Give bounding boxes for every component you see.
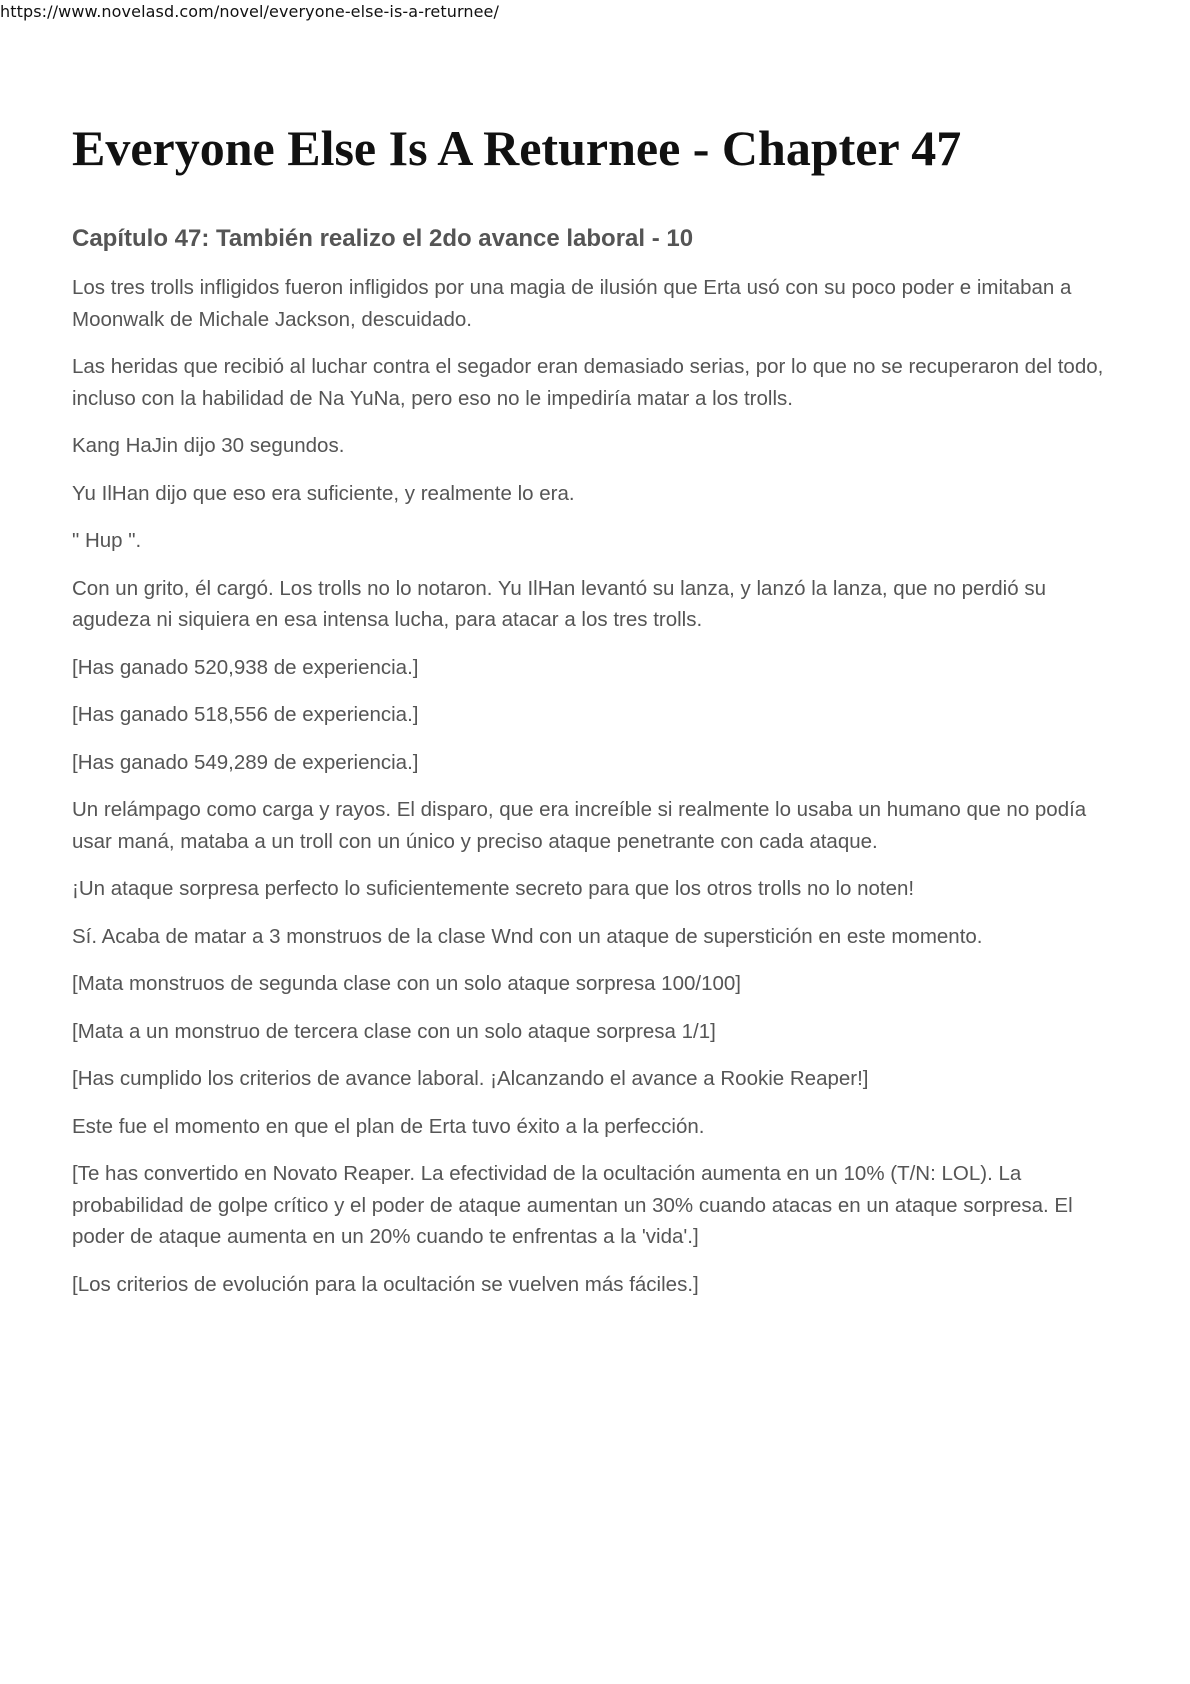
paragraph: [Has ganado 549,289 de experiencia.] — [72, 750, 419, 774]
paragraph: Las heridas que recibió al luchar contra el segador eran demasiado serias, por lo que no se recuperaron del todo, incluso con la habilidad de Na YuNa, pero eso no le impediría matar a los trolls. — [72, 355, 1104, 410]
paragraph: " Hup ". — [72, 529, 142, 552]
article — [72, 118, 1117, 1316]
paragraph: [Has ganado 518,556 de experiencia.] — [72, 703, 419, 726]
paragraph: Kang HaJin dijo 30 segundos. — [72, 434, 345, 457]
paragraph: [Te has convertido en Novato Reaper. La efectividad de la ocultación aumenta en un 10% (T/N: LOL). La probabilidad de golpe crítico y el poder de ataque aumentan un 30% cuando atacas en un ataque sorpresa. El poder de ataque aumenta en un 20% cuando te enfrentas a la 'vida'.] — [72, 1162, 1073, 1248]
paragraph: [Los criterios de evolución para la ocultación se vuelven más fáciles.] — [72, 1272, 699, 1296]
page-url[interactable]: https://www.novelasd.com/novel/everyone-else-is-a-returnee/ — [0, 2, 499, 21]
paragraph: [Has ganado 520,938 de experiencia.] — [72, 655, 419, 679]
paragraph: ¡Un ataque sorpresa perfecto lo suficientemente secreto para que los otros trolls no lo noten! — [72, 877, 915, 900]
paragraph: Los tres trolls infligidos fueron infligidos por una magia de ilusión que Erta usó con su poco poder e imitaban a Moonwalk de Michale Jackson, descuidado. — [72, 276, 1072, 331]
paragraph: Este fue el momento en que el plan de Erta tuvo éxito a la perfección. — [72, 1114, 705, 1138]
chapter-subtitle: Capítulo 47: También realizo el 2do avance laboral - 10 — [72, 225, 694, 252]
paragraph: [Mata monstruos de segunda clase con un solo ataque sorpresa 100/100] — [72, 972, 741, 995]
paragraph: Sí. Acaba de matar a 3 monstruos de la clase Wnd con un ataque de superstición en este momento. — [72, 924, 983, 948]
article-body — [72, 272, 1117, 1300]
paragraph: [Has cumplido los criterios de avance laboral. ¡Alcanzando el avance a Rookie Reaper!] — [72, 1067, 869, 1090]
page-title: Everyone Else Is A Returnee - Chapter 47 — [72, 120, 962, 176]
paragraph: Con un grito, él cargó. Los trolls no lo notaron. Yu IlHan levantó su lanza, y lanzó la lanza, que no perdió su agudeza ni siquiera en esa intensa lucha, para atacar a los tres trolls. — [72, 576, 1046, 631]
paragraph: [Mata a un monstruo de tercera clase con un solo ataque sorpresa 1/1] — [72, 1019, 716, 1043]
paragraph: Yu IlHan dijo que eso era suficiente, y realmente lo era. — [72, 481, 575, 505]
paragraph: Un relámpago como carga y rayos. El disparo, que era increíble si realmente lo usaba un humano que no podía usar maná, mataba a un troll con un único y preciso ataque penetrante con cada ataque. — [72, 798, 1087, 853]
